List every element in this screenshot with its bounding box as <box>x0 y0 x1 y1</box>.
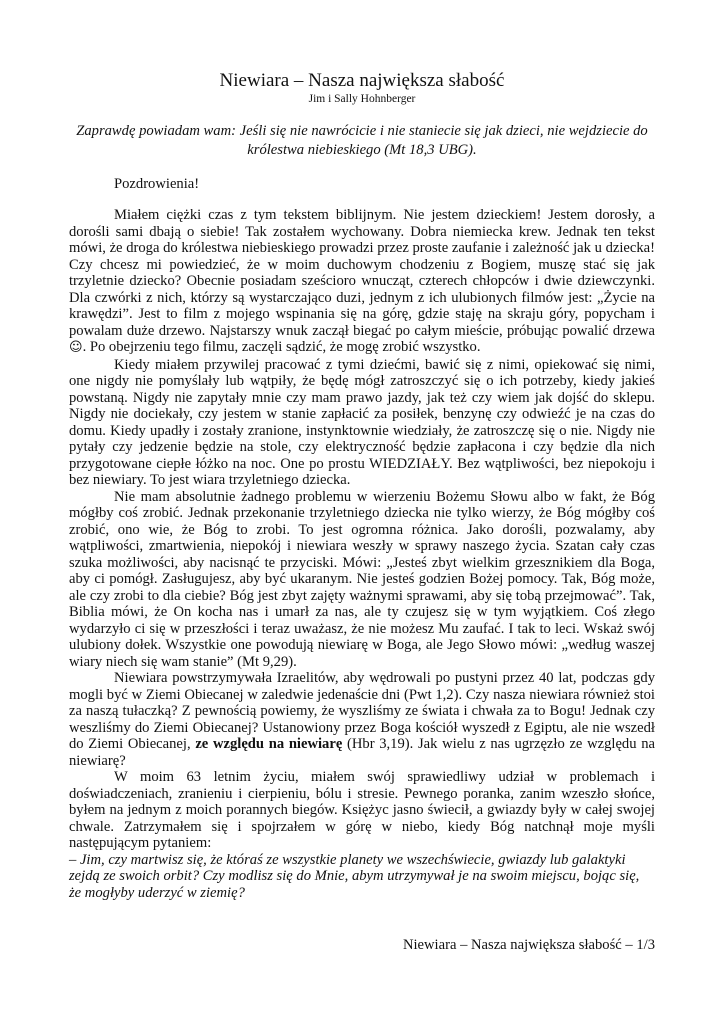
document-authors: Jim i Sally Hohnberger <box>308 93 416 105</box>
paragraph-4 <box>69 670 655 769</box>
paragraph-4-bold-phrase: ze względu na niewiarę <box>195 736 343 752</box>
paragraph-1-text: Miałem ciężki czas z tym tekstem biblijnym. Nie jestem dzieckiem! Jestem dorosły, a dorośli sami dbają o siebie! Tak zostałem wychowany. Dobra niemiecka krew. Jednak ten tekst mówi, że droga do królestwa niebieskiego prowadzi przez proste zaufanie i zależność jak u dziecka! Czy chcesz mi powiedzieć, że w moim duchowym chodzeniu z Bogiem, muszę stać się jak trzyletnie dziecko? Obecnie posiadam sześcioro wnucząt, czterech chłopców i dwie dziewczynki. Dla czwórki z nich, którzy są wystarczająco duzi, jednym z ich ulubionych filmów jest: „Życie na krawędzi”. Jest to film z mojego wspinania się na górę, gdzie staję na skraju góry, popycham i powalam duże drzewo. Najstarszy wnuk zaczął biegać po całym mieście, próbując powalić drzewa <box>69 207 655 339</box>
paragraph-1-text-end: . Po obejrzeniu tego filmu, zaczęli sądzić, że mogę zrobić wszystko. <box>82 339 481 355</box>
paragraph-4-text: Niewiara powstrzymywała Izraelitów, aby wędrowali po pustyni przez 40 lat, podczas gdy mogli być w Ziemi Obiecanej w zaledwie jedenaście dni (Pwt 1,2). Czy nasza niewiara również stoi za naszą tułaczką? Z pewnością powiemy, że wyszliśmy ze świata i chwała za to Bogu! Jednak czy weszliśmy do Ziemi Obiecanej? Ustanowiony przez Boga kościół wyszedł z Egiptu, ale nie wszedł do Ziemi Obiecanej, <box>69 670 655 752</box>
bible-verse-motto: Zaprawdę powiadam wam: Jeśli się nie nawrócicie i nie staniecie się jak dzieci, nie wejdziecie do królestwa niebieskiego (Mt 18,3 UBG). <box>76 123 648 158</box>
article-body <box>69 207 655 901</box>
page-footer: Niewiara – Nasza największa słabość – 1/3 <box>402 937 655 953</box>
paragraph-4-text-end: (Hbr 3,19). Jak wielu z nas ugrzęzło ze względu na niewiarę? <box>69 736 655 769</box>
paragraph-3: Nie mam absolutnie żadnego problemu w wierzeniu Bożemu Słowu albo w fakt, że Bóg mógłby coś zrobić. Jednak przekonanie trzyletniego dziecka nie tylko wierzy, że Bóg mógłby coś zrobić, ono wie, że Bóg to zrobi. To jest ogromna różnica. Jako dorośli, pozwalamy, aby wątpliwości, zmartwienia, niepokój i niewiara weszły w sprawy naszego życia. Szatan cały czas szuka możliwości, aby nacisnąć te przyciski. Mówi: „Jesteś zbyt wielkim grzesznikiem dla Boga, aby ci pomógł. Zasługujesz, aby być ukaranym. Nie jesteś godzien Bożej pomocy. Tak, Bóg może, ale czy zrobi to dla ciebie? Bóg jest zbyt zajęty ważnymi sprawami, aby się tobą przejmować”. Tak, Biblia mówi, że On kocha nas i umarł za nas, ale ty czujesz się w tym wyjątkiem. Coś złego wydarzyło ci się w przeszłości i teraz uważasz, że nie możesz Mu zaufać. I tak to leci. Wskaż swój ulubiony dołek. Wszystkie one powodują niewiarę w Boga, ale Jego Słowo mówi: „według waszej wiary niech się wam stanie” (Mt 9,29). <box>69 488 655 670</box>
document-page <box>69 0 655 1024</box>
italic-question: – Jim, czy martwisz się, że któraś ze wszystkie planety we wszechświecie, gwiazdy lub galaktyki zejdą ze swoich orbit? Czy modlisz się do Mnie, abym utrzymywał je na swoim miejscu, bojąc się, że mogłyby uderzyć w ziemię? <box>69 851 640 901</box>
paragraph-2: Kiedy miałem przywilej pracować z tymi dziećmi, bawić się z nimi, opiekować się nimi, one nigdy nie pomyślały lub wątpiły, że będę mógł zatroszczyć się o ich potrzeby, kiedy jakieś powstaną. Nigdy nie zapytały mnie czy mam prawo jazdy, jak też czy wiem jak dojść do sklepu. Nigdy nie dociekały, czy jestem w stanie zapłacić za posiłek, benzynę czy odwieźć je na czas do domu. Kiedy upadły i zostały zranione, instynktownie wiedziały, że zatroszczę się o nie. Nigdy nie pytały czy jedzenie będzie na stole, czy elektryczność będzie zapłacona i czy będzie dla nich przygotowane ciepłe łóżko na noc. One po prostu WIEDZIAŁY. Bez wątpliwości, bez niepokoju i bez niewiary. To jest wiara trzyletniego dziecka. <box>69 356 655 488</box>
smiley-icon: ☺ <box>69 340 83 355</box>
greeting: Pozdrowienia! <box>114 176 200 192</box>
document-title: Niewiara – Nasza największa słabość <box>219 70 505 91</box>
paragraph-5: W moim 63 letnim życiu, miałem swój sprawiedliwy udział w problemach i doświadczeniach, zranieniu i cierpieniu, bólu i stresie. Pewnego poranka, zanim wzeszło słońce, byłem na jednym z moich porannych biegów. Księżyc jasno świecił, a gwiazdy były w całej swojej chwale. Zatrzymałem się i spojrzałem w górę w niebo, kiedy Bóg natchnął moje myśli następującym pytaniem: <box>69 769 655 851</box>
paragraph-1 <box>69 207 655 357</box>
